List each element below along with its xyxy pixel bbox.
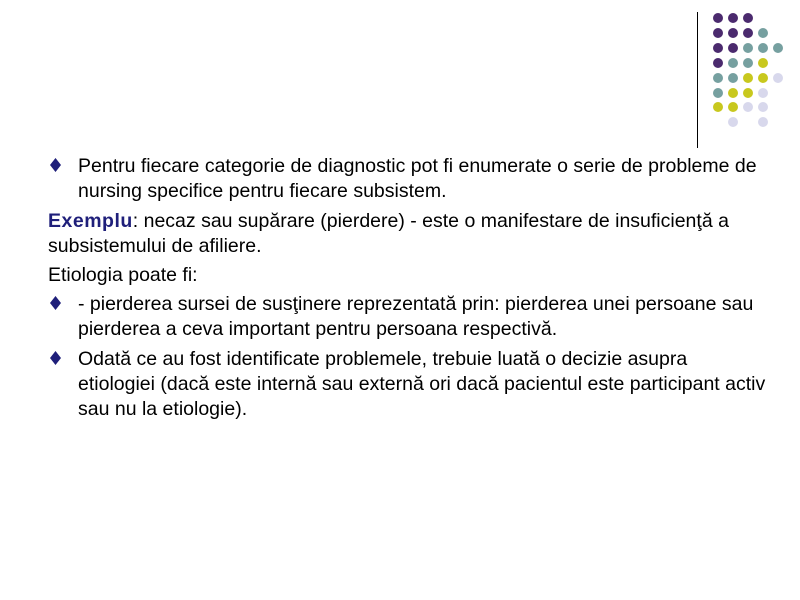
decorative-dot [713,88,723,98]
decorative-dot [713,43,723,53]
decorative-dot [728,73,738,83]
bullet-item-diagnostic [48,154,768,204]
decorative-dot [758,73,768,83]
example-paragraph [48,209,768,259]
diamond-bullet-icon [50,351,61,365]
decorative-dot [773,73,783,83]
etiology-heading [48,263,768,288]
decorative-dot [773,43,783,53]
decorative-dot [713,28,723,38]
etiology-text: Etiologia poate fi: [48,264,198,286]
bullet-text: Odată ce au fost identificate problemele, trebuie luată o decizie asupra etiologiei (dacă este internă sau externă ori dacă pacientul este participant activ sau nu la etiologie). [78,348,766,420]
decorative-dot [743,102,753,112]
decorative-dot [743,58,753,68]
decorative-dot [728,43,738,53]
decorative-dot [743,28,753,38]
decorative-dot [713,73,723,83]
bullet-text: Pentru fiecare categorie de diagnostic pot fi enumerate o serie de probleme de nursing specifice pentru fiecare subsistem. [78,155,757,202]
decorative-dot [758,117,768,127]
decorative-dot [758,88,768,98]
decorative-dot [743,43,753,53]
decorative-dot [728,117,738,127]
decorative-dot-grid [0,0,800,150]
decorative-dot [728,28,738,38]
decorative-dot [758,58,768,68]
decorative-dot [758,102,768,112]
decorative-dot [743,88,753,98]
decorative-dot [743,73,753,83]
decorative-dot [713,102,723,112]
decorative-dot [758,28,768,38]
decorative-dot [728,58,738,68]
bullet-item-decision [48,347,768,422]
decorative-dot [728,88,738,98]
bullet-text: - pierderea sursei de susţinere reprezentată prin: pierderea unei persoane sau pierderea a ceva important pentru persoana respectivă. [78,293,754,340]
decorative-dot [743,13,753,23]
example-label: Exemplu [48,210,133,232]
example-text: : necaz sau supărare (pierdere) - este o manifestare de insuficienţă a subsistemului de afiliere. [48,210,729,257]
slide-body [48,154,768,427]
decorative-dot [713,58,723,68]
bullet-item-loss [48,292,768,342]
diamond-bullet-icon [50,296,61,310]
diamond-bullet-icon [50,158,61,172]
decorative-dot [728,13,738,23]
decorative-dot [758,43,768,53]
decorative-dot [713,13,723,23]
decorative-dot [728,102,738,112]
